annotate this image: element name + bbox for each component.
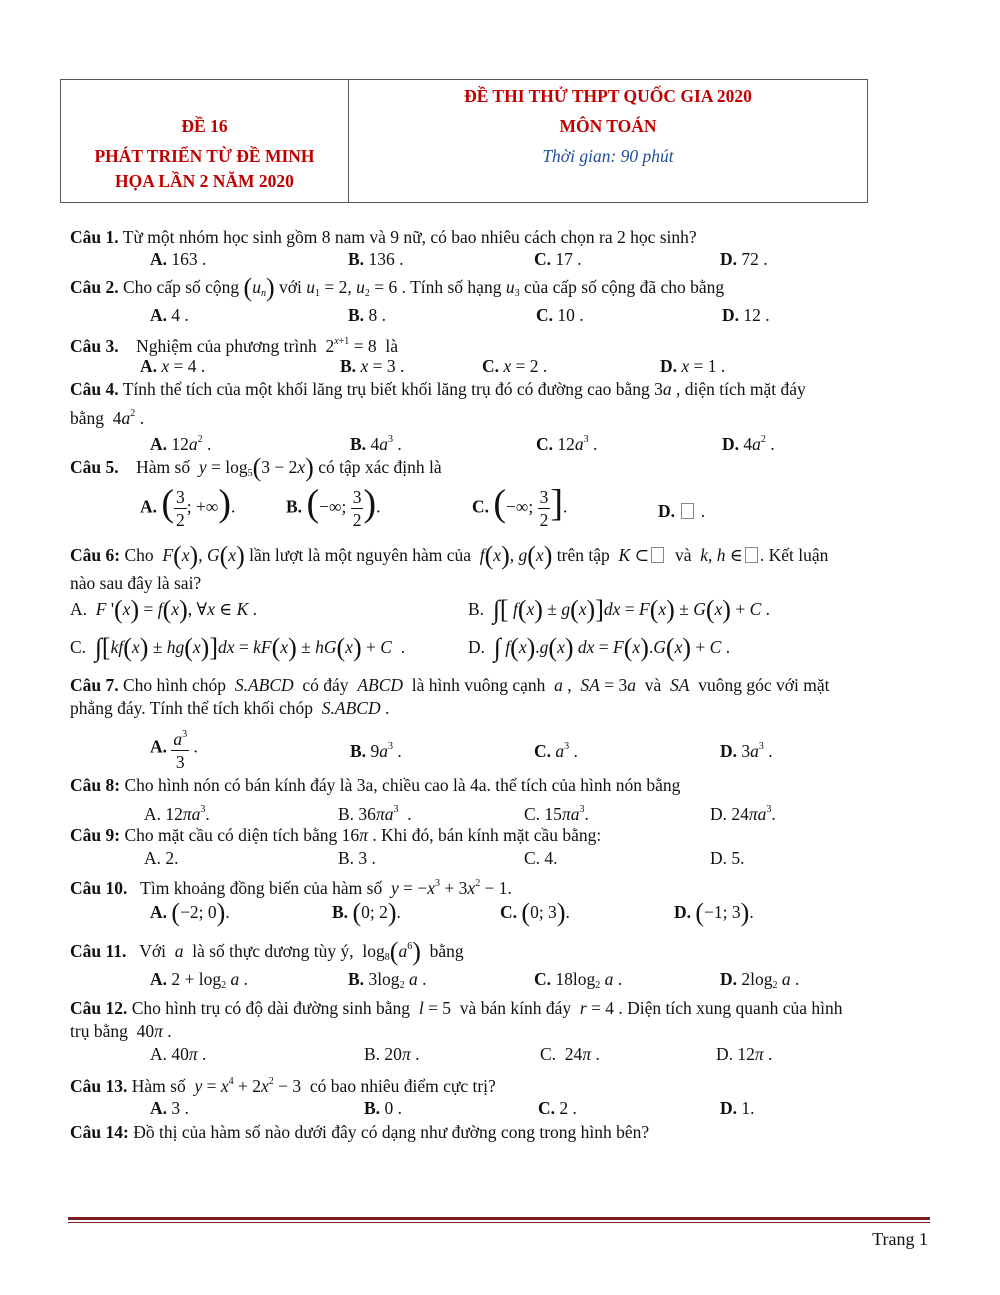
header-left-cell — [61, 80, 349, 202]
exam-header — [60, 79, 868, 203]
question-7-cont: phẳng đáy. Tính thể tích khối chóp S.ABCD . — [70, 698, 390, 718]
q9-option-c: C. 4. — [524, 848, 558, 868]
question-4-cont: bằng $4a^2$ . — [70, 408, 145, 428]
q2-option-a: A. 4 . — [150, 305, 189, 325]
question-14: Câu 14: Đồ thị của hàm số nào dưới đây có dạng như đường cong trong hình bên? — [70, 1122, 650, 1142]
q4-option-d: D. $4a^2$ . — [722, 434, 775, 454]
question-2: Câu 2. Cho cấp số cộng $(u_n)$ với $u_1 = 2$, $u_2 = 6$ . Tính số hạng $u_3$ của cấp số cộng đã cho bằng — [70, 273, 725, 302]
q12-option-a: A. 40π . — [150, 1044, 207, 1064]
q13-option-b: B. 0 . — [364, 1098, 402, 1118]
q2-option-b: B. 8 . — [348, 305, 386, 325]
footer-rule-thin — [68, 1222, 930, 1223]
question-6: Câu 6: Cho F(x), G(x) lần lượt là một nguyên hàm của f(x), g(x) trên tập K ⊂ và k, h ∈ . Kết luận — [70, 541, 829, 570]
exam-subject: MÔN TOÁN — [559, 116, 657, 136]
question-6-cont: nào sau đây là sai? — [70, 573, 202, 593]
q11-option-a: A. $2 + \log_2 a$ . — [150, 969, 248, 991]
question-7: Câu 7. Cho hình chóp S.ABCD có đáy ABCD là hình vuông cạnh a , SA = 3a và SA vuông góc với mặt — [70, 675, 830, 695]
q8-option-b: B. $36\pi a^3$ . — [338, 804, 412, 824]
q11-option-b: B. $3\log_2$ a . — [348, 969, 427, 991]
q4-option-a: A. $12a^2$ . — [150, 434, 212, 454]
q10-option-a: A. (−2; 0). — [150, 898, 230, 927]
q13-option-c: C. 2 . — [538, 1098, 577, 1118]
q10-option-b: B. (0; 2). — [332, 898, 401, 927]
q5-option-c: C. (−∞; $\frac{3}{2}$ ]. — [472, 482, 568, 530]
exam-duration: Thời gian: 90 phút — [542, 146, 674, 166]
q6-option-a: A. F '(x) = f(x), ∀x ∈ K . — [70, 595, 257, 624]
q2-option-d: D. 12 . — [722, 305, 770, 325]
question-5: Câu 5. Hàm số $y = \log_5(3 - 2x)$ có tập xác định là — [70, 453, 442, 482]
question-12-cont: trụ bằng 40π . — [70, 1021, 172, 1041]
q6-option-b: B. ∫[ f(x) ± g(x)]dx = F(x) ± G(x) + C . — [468, 595, 771, 624]
q4-option-c: C. $12a^3$ . — [536, 434, 598, 454]
q5-option-a: A. ( $\frac{3}{2}$ ; +∞). — [140, 482, 236, 530]
q3-option-a: A. x = 4 . — [140, 356, 206, 376]
q11-option-d: D. $2\log_2$ a . — [720, 969, 800, 991]
q5-option-d: D. . — [658, 501, 706, 521]
q10-option-d: D. (−1; 3). — [674, 898, 754, 927]
q9-option-d: D. 5. — [710, 848, 745, 868]
page-number: Trang 1 — [872, 1229, 928, 1249]
exam-origin-line2: HỌA LẦN 2 NĂM 2020 — [115, 171, 294, 191]
exam-title: ĐỀ THI THỬ THPT QUỐC GIA 2020 — [464, 86, 752, 106]
question-9: Câu 9: Cho mặt cầu có diện tích bằng 16π . Khi đó, bán kính mặt cầu bằng: — [70, 825, 602, 845]
question-4: Câu 4. Tính thể tích của một khối lăng trụ biết khối lăng trụ đó có đường cao bằng 3a , diện tích mặt đáy — [70, 379, 806, 399]
question-10: Câu 10. Tìm khoảng đồng biến của hàm số $y = -x^3 + 3x^2 - 1$. — [70, 878, 512, 898]
question-12: Câu 12. Cho hình trụ có độ dài đường sinh bằng l = 5 và bán kính đáy r = 4 . Diện tích xung quanh của hình — [70, 998, 843, 1018]
q9-option-a: A. 2. — [144, 848, 179, 868]
q3-option-b: B. x = 3 . — [340, 356, 405, 376]
question-8: Câu 8: Cho hình nón có bán kính đáy là 3a, chiều cao là 4a. thể tích của hình nón bằng — [70, 775, 681, 795]
q7-option-d: D. $3a^3$ . — [720, 741, 773, 761]
q1-option-c: C. 17 . — [534, 249, 582, 269]
q10-option-c: C. (0; 3). — [500, 898, 570, 927]
q13-option-a: A. 3 . — [150, 1098, 189, 1118]
q7-option-b: B. $9a^3$ . — [350, 741, 402, 761]
q13-option-d: D. 1. — [720, 1098, 755, 1118]
footer-rule — [68, 1217, 930, 1220]
q7-option-c: C. $a^3$ . — [534, 741, 578, 761]
q4-option-b: B. $4a^3$ . — [350, 434, 402, 454]
q6-option-d: D. ∫ f(x).g(x) dx = F(x).G(x) + C . — [468, 633, 731, 662]
q12-option-d: D. 12π . — [716, 1044, 773, 1064]
question-13: Câu 13. Hàm số $y = x^4 + 2x^2 - 3$ có bao nhiêu điểm cực trị? — [70, 1076, 496, 1096]
q3-option-c: C. x = 2 . — [482, 356, 548, 376]
q9-option-b: B. 3 . — [338, 848, 376, 868]
q7-option-a: A. $\frac{a^3}{3}$ . — [150, 724, 198, 773]
q2-option-c: C. 10 . — [536, 305, 584, 325]
q1-option-b: B. 136 . — [348, 249, 404, 269]
question-3: Câu 3. Nghiệm của phương trình $2^{x+1} = 8$ là — [70, 336, 399, 356]
q3-option-d: D. x = 1 . — [660, 356, 726, 376]
q1-option-a: A. 163 . — [150, 249, 207, 269]
q11-option-c: C. $18\log_2$ a . — [534, 969, 623, 991]
exam-origin-line1: PHÁT TRIỂN TỪ ĐỀ MINH — [94, 146, 315, 166]
question-11: Câu 11. Với a là số thực dương tùy ý, $\log_8(a^6)$ bằng — [70, 937, 464, 966]
exam-number: ĐỀ 16 — [181, 116, 228, 136]
q8-option-d: D. $24\pi a^3$. — [710, 804, 776, 824]
q8-option-a: A. $12\pi a^3$. — [144, 804, 210, 824]
q6-option-c: C. ∫[kf(x) ± hg(x)]dx = kF(x) ± hG(x) + C . — [70, 633, 406, 662]
q1-option-d: D. 72 . — [720, 249, 768, 269]
header-right-cell — [349, 80, 867, 202]
question-1: Câu 1. Từ một nhóm học sinh gồm 8 nam và 9 nữ, có bao nhiêu cách chọn ra 2 học sinh? — [70, 227, 697, 247]
q8-option-c: C. $15\pi a^3$. — [524, 804, 589, 824]
q12-option-c: C. 24π . — [540, 1044, 600, 1064]
q12-option-b: B. 20π . — [364, 1044, 420, 1064]
q5-option-b: B. (−∞; $\frac{3}{2}$ ). — [286, 482, 381, 530]
